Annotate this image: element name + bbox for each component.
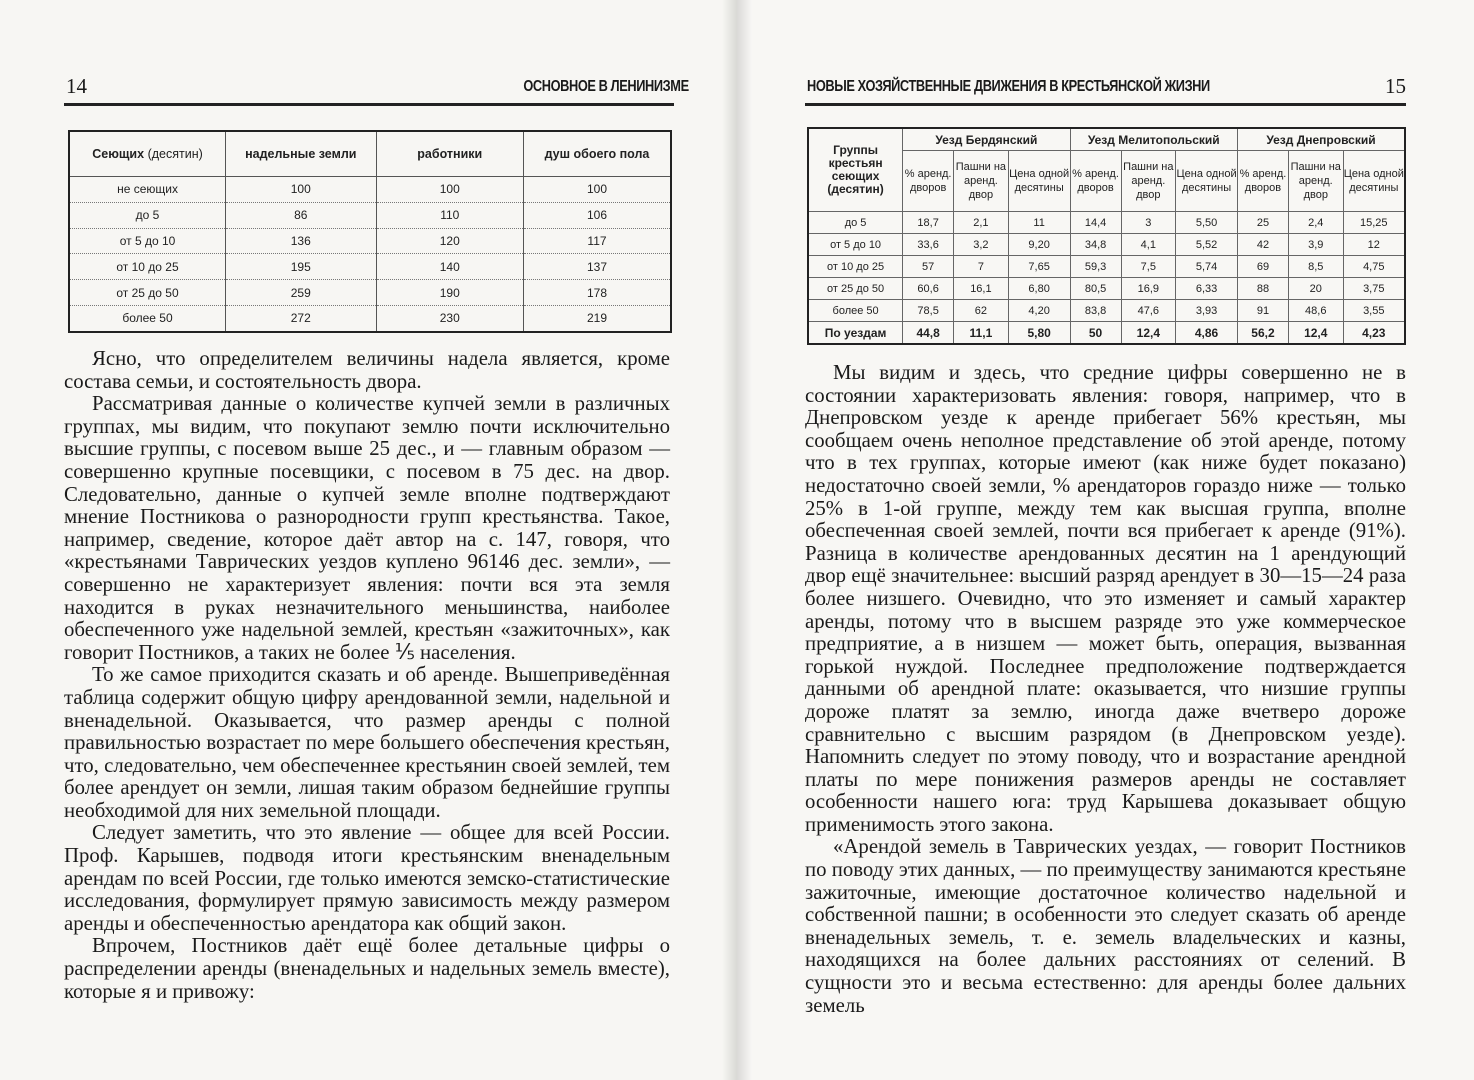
table-cell: от 25 до 50 (69, 280, 226, 306)
uezd-header: Уезд Днепровский (1238, 128, 1406, 151)
table-cell: более 50 (69, 305, 226, 331)
uezd-header: Уезд Мелитопольский (1070, 128, 1237, 151)
table-cell: до 5 (69, 202, 226, 228)
table-cell: 18,7 (903, 212, 954, 234)
table-cell: 230 (376, 305, 523, 331)
table-cell: 50 (1070, 322, 1121, 345)
col-subheader: % аренд. дворов (903, 151, 954, 212)
table-cell: 88 (1238, 278, 1289, 300)
right-header (737, 74, 1474, 104)
col-header-sown: Сеющих (десятин) (69, 131, 226, 177)
table-cell: 5,50 (1176, 212, 1238, 234)
table-cell: 3,75 (1343, 278, 1405, 300)
book-gutter (722, 0, 752, 1080)
table-cell: 12,4 (1288, 322, 1343, 345)
page-number: 15 (1385, 74, 1406, 98)
table-cell: 136 (226, 228, 377, 254)
table-cell: 69 (1238, 256, 1289, 278)
table-cell: 3,55 (1343, 300, 1405, 322)
table-row (69, 228, 671, 254)
header-rule (64, 103, 674, 106)
table-cell: от 25 до 50 (808, 278, 903, 300)
table-cell: 62 (954, 300, 1009, 322)
table-cell: 195 (226, 254, 377, 280)
table-cell: 137 (524, 254, 672, 280)
paragraph: Рассматривая данные о количестве купчей земли в различных группах, мы видим, что покупают землю почти исключительно высшие группы, с посевом выше 25 дес., и — главным образом — совершенно крупные посевщики, с посевом в 75 дес. на двор. Следовательно, данные о купчей земле вполне подтверждают мнение Постникова о разнородности групп крестьянства. Такое, например, сведение, которое даёт автор на с. 147, говоря, что «крестьянами Таврических уездов куплено 96146 дес. земли», — совершенно не характеризует явления: почти вся эта земля находится в руках незначительного меньшинства, наиболее обеспеченного уже надельной землей, крестьян «зажиточных», как говорит Постников, а таких не более ⅕ населения. (64, 392, 670, 664)
paragraph: Ясно, что определителем величины надела является, кроме состава семьи, и состоятельность двора. (64, 347, 670, 393)
table-cell: 3 (1121, 212, 1176, 234)
table-cell: По уездам (808, 322, 903, 345)
paragraph: Впрочем, Постников даёт ещё более детальные цифры о распределении аренды (вненадельных и надельных земель вместе), которые я и привожу: (64, 934, 670, 1003)
table-row (69, 254, 671, 280)
table-cell: 14,4 (1070, 212, 1121, 234)
table-cell: 100 (226, 177, 377, 203)
table-cell: 100 (524, 177, 672, 203)
table-cell: 16,9 (1121, 278, 1176, 300)
table-header-row (69, 131, 671, 177)
col-header-allotment: надельные земли (226, 131, 377, 177)
table-cell: 59,3 (1070, 256, 1121, 278)
table-row (69, 202, 671, 228)
table-cell: 83,8 (1070, 300, 1121, 322)
col-subheader: Цена одной десятины (1176, 151, 1238, 212)
table-cell: 11 (1008, 212, 1070, 234)
table-cell: 16,1 (954, 278, 1009, 300)
col-subheader: Пашни на аренд. двор (954, 151, 1009, 212)
table-total-row (808, 322, 1405, 345)
table-cell: 219 (524, 305, 672, 331)
col-subheader: Цена одной десятины (1008, 151, 1070, 212)
table-cell: от 10 до 25 (808, 256, 903, 278)
table-row (69, 305, 671, 331)
table-cell: 100 (376, 177, 523, 203)
table-cell: 2,1 (954, 212, 1009, 234)
table-cell: от 5 до 10 (808, 234, 903, 256)
land-table (68, 130, 672, 333)
table-cell: 3,93 (1176, 300, 1238, 322)
table-cell: 78,5 (903, 300, 954, 322)
table-cell: 4,20 (1008, 300, 1070, 322)
table-cell: 178 (524, 280, 672, 306)
col-subheader: Цена одной десятины (1343, 151, 1405, 212)
table-cell: 2,4 (1288, 212, 1343, 234)
table-cell: 60,6 (903, 278, 954, 300)
table-cell: 3,9 (1288, 234, 1343, 256)
table-row (808, 278, 1405, 300)
table-cell: 56,2 (1238, 322, 1289, 345)
paragraph: То же самое приходится сказать и об аренде. Вышеприведённая таблица содержит общую цифру арендованной земли, надельной и вненадельной. Оказывается, что размер аренды с полной правильностью возрастает по мере большего обеспечения крестьян, что, следовательно, чем обеспеченнее крестьянин своей землей, тем более арендует он земли, лишая таким образом беднейшие группы необходимой для них земельной площади. (64, 663, 670, 822)
table-cell: 4,75 (1343, 256, 1405, 278)
table-cell: 4,86 (1176, 322, 1238, 345)
table-cell: 110 (376, 202, 523, 228)
table-cell: 20 (1288, 278, 1343, 300)
table-cell: 7,5 (1121, 256, 1176, 278)
table-cell: 272 (226, 305, 377, 331)
table-cell: 44,8 (903, 322, 954, 345)
table-cell: 3,2 (954, 234, 1009, 256)
paragraph: Следует заметить, что это явление — общее для всей России. Проф. Карышев, подводя итоги крестьянским вненадельным арендам по всей России, где только имеются земско-статистические исследования, формулирует прямую зависимость между размером аренды и обеспеченностью арендатора как общий закон. (64, 821, 670, 935)
col-header-workers: работники (376, 131, 523, 177)
table-cell: 86 (226, 202, 377, 228)
table-cell: 7 (954, 256, 1009, 278)
col-header-groups: Группы крестьян сеющих (десятин) (808, 128, 903, 212)
uezd-header: Уезд Бердянский (903, 128, 1070, 151)
table-cell: 4,1 (1121, 234, 1176, 256)
col-subheader: Пашни на аренд. двор (1288, 151, 1343, 212)
table-header-row (808, 128, 1405, 151)
table-cell: 47,6 (1121, 300, 1176, 322)
table-cell: 15,25 (1343, 212, 1405, 234)
page-number: 14 (66, 74, 87, 98)
col-subheader: Пашни на аренд. двор (1121, 151, 1176, 212)
table-cell: 25 (1238, 212, 1289, 234)
table-cell: 11,1 (954, 322, 1009, 345)
table-cell: 34,8 (1070, 234, 1121, 256)
table-cell: 6,33 (1176, 278, 1238, 300)
table-cell: 7,65 (1008, 256, 1070, 278)
table-cell: 9,20 (1008, 234, 1070, 256)
table-cell: 91 (1238, 300, 1289, 322)
table-row (808, 256, 1405, 278)
left-header (0, 74, 737, 104)
table-cell: 106 (524, 202, 672, 228)
table-cell: 5,52 (1176, 234, 1238, 256)
table-cell: не сеющих (69, 177, 226, 203)
paragraph: Мы видим и здесь, что средние цифры совершенно не в состоянии характеризовать явления: говоря, например, что в Днепровском уезде к аренде прибегает 56% крестьян, мы сообщаем очень неполное представление об этой аренде, потому что в тех группах, которые имеют (как ниже будет показано) недостаточно своей земли, % арендаторов гораздо ниже — только 25% в 1-ой группе, между тем как высшая группа, вполне обеспеченная своей землей, почти вся прибегает к аренде (91%). Разница в количестве арендованных десятин на 1 арендующий двор ещё значительнее: высший разряд арендует в 30—15—24 раза более низшего. Очевидно, что это изменяет и самый характер аренды, потому что в высшем разряде это уже коммерческое предприятие, а в низшем — может быть, операция, вызванная горькой нуждой. Последнее предположение подтверждается данными об арендной плате: оказывается, что низшие группы дороже платят за землю, иногда даже вчетверо дороже сравнительно с высшим разрядом (в Днепровском уезде). Напомнить следует по этому поводу, что и возрастание арендной платы по мере понижения размеров аренды не составляет особенности нашего юга: труд Карышева доказывает общую применимость этого закона. (805, 361, 1406, 836)
table-cell: 12 (1343, 234, 1405, 256)
table-row (808, 212, 1405, 234)
table-cell: более 50 (808, 300, 903, 322)
table-cell: 12,4 (1121, 322, 1176, 345)
left-body-text (64, 348, 670, 1003)
table-cell: 4,23 (1343, 322, 1405, 345)
table-row (808, 234, 1405, 256)
table-cell: 190 (376, 280, 523, 306)
table-cell: 42 (1238, 234, 1289, 256)
table-row (808, 300, 1405, 322)
table-cell: от 10 до 25 (69, 254, 226, 280)
table-row (69, 280, 671, 306)
running-head: ОСНОВНОЕ В ЛЕНИНИЗМЕ (523, 78, 689, 95)
table-cell: 120 (376, 228, 523, 254)
table-cell: от 5 до 10 (69, 228, 226, 254)
table-cell: до 5 (808, 212, 903, 234)
running-head: НОВЫЕ ХОЗЯЙСТВЕННЫЕ ДВИЖЕНИЯ В КРЕСТЬЯНСКОЙ ЖИЗНИ (807, 78, 1210, 95)
col-subheader: % аренд. дворов (1070, 151, 1121, 212)
table-row (69, 177, 671, 203)
paragraph: «Арендой земель в Таврических уездах, — говорит Постников по поводу этих данных, — по преимуществу занимаются крестьяне зажиточные, имеющие достаточное количество надельной и собственной пашни; в особенности это следует сказать об аренде вненадельных земель, т. е. земель владельческих и казны, находящихся на более дальних расстояниях от селений. В сущности это и весьма естественно: для аренды более дальних земель (805, 835, 1406, 1017)
table-cell: 117 (524, 228, 672, 254)
table-cell: 5,74 (1176, 256, 1238, 278)
table-cell: 5,80 (1008, 322, 1070, 345)
col-subheader: % аренд. дворов (1238, 151, 1289, 212)
table-cell: 140 (376, 254, 523, 280)
table-cell: 6,80 (1008, 278, 1070, 300)
table-cell: 48,6 (1288, 300, 1343, 322)
header-rule (805, 103, 1406, 106)
table-cell: 80,5 (1070, 278, 1121, 300)
table-cell: 57 (903, 256, 954, 278)
table-cell: 33,6 (903, 234, 954, 256)
table-cell: 259 (226, 280, 377, 306)
rent-table (807, 127, 1406, 345)
table-cell: 8,5 (1288, 256, 1343, 278)
right-body-text (805, 362, 1406, 1017)
col-header-souls: душ обоего пола (524, 131, 672, 177)
